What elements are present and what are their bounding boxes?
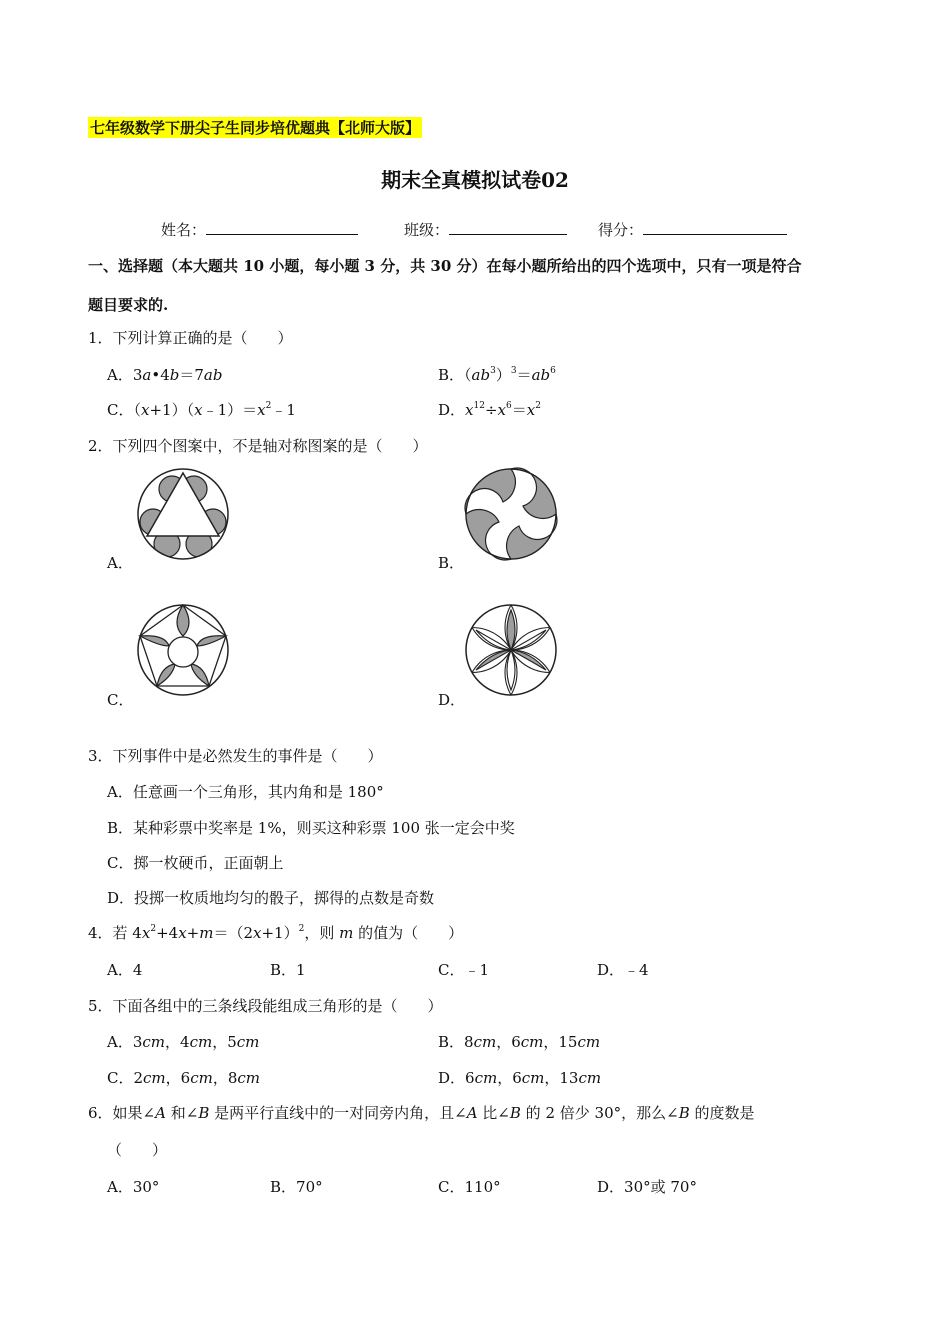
class-blank <box>449 220 567 235</box>
score-label: 得分： <box>598 221 644 239</box>
q4-stem: 4．若 $4x^2+4x+m=(2x+1)^2$，则 m 的值为（ ） <box>88 924 464 942</box>
q1-option-a: A．3a•4b＝7ab <box>107 366 223 384</box>
q2-option-a: A． <box>107 554 133 572</box>
q1-option-d: D．$x^{12}\div x^6=x^2$ <box>438 401 541 419</box>
name-blank <box>206 220 358 235</box>
section1-line2: 题目要求的. <box>88 296 169 314</box>
q3-option-d: D．投掷一枚质地均匀的骰子，掷得的点数是奇数 <box>107 889 435 907</box>
q4-option-d: D．﹣4 <box>597 961 649 979</box>
q6-paren: （ ） <box>107 1141 168 1159</box>
q3-option-b: B．某种彩票中奖率是 1%，则买这种彩票 100 张一定会中奖 <box>107 819 515 837</box>
q4-option-a: A．4 <box>107 961 143 979</box>
q6-stem: 6．如果∠A 和∠B 是两平行直线中的一对同旁内角，且∠A 比∠B 的 2 倍少 30°，那么∠B 的度数是 <box>88 1104 755 1122</box>
q1-option-c: C．$(x+1)(x﹣1)=x^2﹣1$ <box>107 401 296 419</box>
score-field <box>598 219 787 240</box>
q5-option-c: C．2cm，6cm，8cm <box>107 1069 260 1087</box>
q2-option-c: C． <box>107 691 134 709</box>
q5-option-a: A．3cm，4cm，5cm <box>107 1033 260 1051</box>
page-title: 期末全真模拟试卷02 <box>381 168 569 192</box>
figure-a-triangle-semicircles <box>135 466 231 562</box>
q6-option-b: B．70° <box>270 1178 323 1196</box>
figure-d-six-petal-flower <box>463 602 559 698</box>
q3-option-a: A．任意画一个三角形，其内角和是 180° <box>107 783 384 801</box>
q2-option-b: B． <box>438 554 465 572</box>
q3-option-c: C．掷一枚硬币，正面朝上 <box>107 854 284 872</box>
figure-c-pentagon-flower <box>135 602 231 698</box>
class-field <box>404 219 567 240</box>
q6-option-a: A．30° <box>107 1178 160 1196</box>
q4-option-c: C．﹣1 <box>438 961 490 979</box>
q2-option-d: D． <box>438 691 466 709</box>
q5-stem: 5．下面各组中的三条线段能组成三角形的是（ ） <box>88 997 443 1015</box>
figure-b-curved-shapes <box>463 466 559 562</box>
q6-option-c: C．110° <box>438 1178 501 1196</box>
q1-option-b: B．$(ab^3)^3=ab^6$ <box>438 366 556 384</box>
q4-option-b: B．1 <box>270 961 306 979</box>
name-field <box>161 219 358 240</box>
q2-stem: 2．下列四个图案中，不是轴对称图案的是（ ） <box>88 437 428 455</box>
header-tag: 七年级数学下册尖子生同步培优题典【北师大版】 <box>90 119 421 137</box>
class-label: 班级： <box>404 221 450 239</box>
q3-stem: 3．下列事件中是必然发生的事件是（ ） <box>88 747 383 765</box>
q5-option-b: B．8cm，6cm，15cm <box>438 1033 601 1051</box>
section1-line1: 一、选择题（本大题共 10 小题，每小题 3 分，共 30 分）在每小题所给出的四个选项中，只有一项是符合 <box>88 257 802 275</box>
q5-option-d: D．6cm，6cm，13cm <box>438 1069 602 1087</box>
q6-option-d: D．30°或 70° <box>597 1178 697 1196</box>
q1-stem: 1．下列计算正确的是（ ） <box>88 329 293 347</box>
name-label: 姓名： <box>161 221 207 239</box>
score-blank <box>643 220 787 235</box>
